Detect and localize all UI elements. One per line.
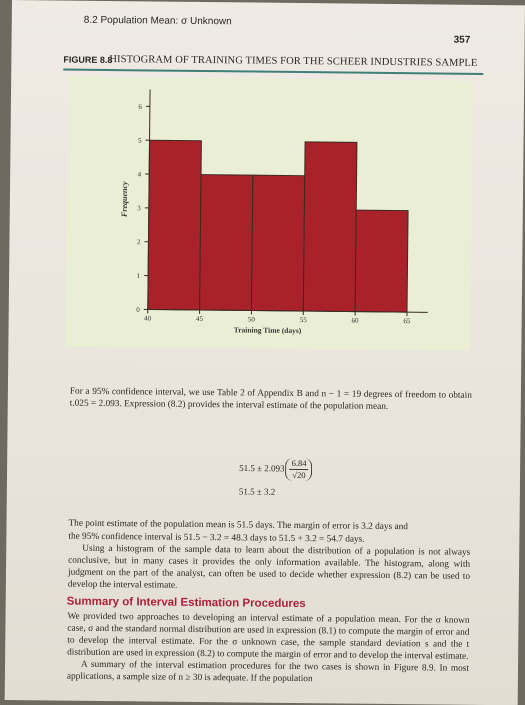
y-tick-label: 1 <box>137 272 141 280</box>
y-tick-label: 3 <box>137 204 141 212</box>
histogram-bar <box>148 140 202 310</box>
histogram-panel <box>65 77 473 351</box>
y-tick-label: 4 <box>138 170 142 178</box>
p4-line-1: We provided two approaches to developing an interval estimate of a population mean. For the σ known case, σ and the standard normal distribution are used in expression (8.1) to compute the margin of error and to develop the interval estimate. For the σ unknown case, the sample standard deviation s and the t distribution are used in expression (8.2) to compute the margin of error and to develop the interval estimate. <box>67 611 469 663</box>
histogram-bar <box>251 175 304 311</box>
formula-left: 51.5 ± 2.093 <box>239 463 285 473</box>
x-tick-label: 45 <box>196 315 204 323</box>
formula-interval <box>239 457 313 481</box>
p4-line-2: A summary of the interval estimation procedures for the two cases is shown in Figure 8.9. In most applications, a sample size of n ≥ 30 is adequate. If the population <box>67 659 469 687</box>
figure-title: HISTOGRAM OF TRAINING TIMES FOR THE SCHEER INDUSTRIES SAMPLE <box>109 54 477 69</box>
histogram-chart <box>65 77 473 351</box>
figure-label: FIGURE 8.8 <box>63 55 112 66</box>
x-axis-label: Training Time (days) <box>234 325 302 335</box>
x-tick-label: 40 <box>144 314 152 322</box>
y-tick-label: 5 <box>138 137 142 145</box>
textbook-page <box>5 0 525 705</box>
y-tick-label: 2 <box>137 238 141 246</box>
paragraph-histogram-use <box>68 531 471 595</box>
y-axis-label: Frequency <box>120 181 129 218</box>
histogram-bar <box>200 175 253 311</box>
x-tick-label: 60 <box>352 317 360 325</box>
p3-line-1: the 95% confidence interval is 51.5 − 3.2 = 48.3 days to 51.5 + 3.2 = 54.7 days. <box>68 531 470 547</box>
section-heading: Summary of Interval Estimation Procedures <box>67 596 306 611</box>
figure-rule <box>63 69 483 75</box>
x-tick-label: 65 <box>403 317 411 325</box>
y-tick-label: 0 <box>136 306 140 314</box>
running-head: 8.2 Population Mean: σ Unknown <box>84 15 232 28</box>
p3-line-2: Using a histogram of the sample data to learn about the distribution of a population is not always conclusive, but in many cases it provides the only information available. The histogram, along with judgment on the part of the analyst, can often be used to decide whether expression (8.2) can be used to develop the interval estimate. <box>68 543 470 595</box>
histogram-bar <box>355 210 408 312</box>
x-tick-label: 50 <box>248 315 256 323</box>
formula-result: 51.5 ± 3.2 <box>239 486 276 496</box>
x-tick-label: 55 <box>300 316 308 324</box>
paragraph-confidence-interval: For a 95% confidence interval, we use Table 2 of Appendix B and n − 1 = 19 degrees of freedom to obtain t.025 = 2.093. Expression (8.2) provides the interval estimate of the population mean. <box>70 386 472 414</box>
y-tick-label: 6 <box>138 103 142 111</box>
histogram-bar <box>303 142 357 312</box>
formula-fraction <box>285 458 312 481</box>
paragraph-summary <box>67 611 470 687</box>
paragraph-point-estimate: The point estimate of the population mean is 51.5 days. The margin of error is 3.2 days and <box>68 518 470 534</box>
formula-denominator: √20 <box>289 470 308 481</box>
page-number: 357 <box>454 35 471 46</box>
formula-numerator: 6.84 <box>290 458 309 470</box>
